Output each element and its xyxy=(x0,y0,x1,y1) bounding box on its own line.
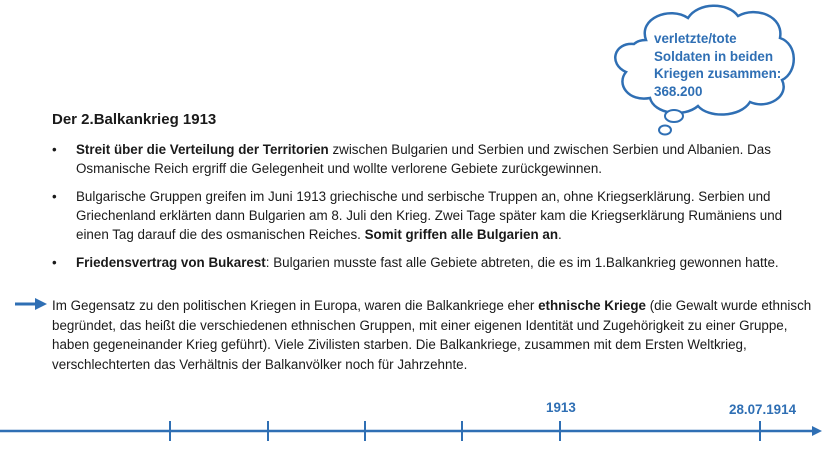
bullet-text: Bulgarische Gruppen greifen im Juni 1913 griechische und serbische Truppen an, ohne Kriegserklärung. Serbien und Griechenland erklärten dann Bulgarien am 8. Juli den Krieg. Zwei Tage später kam die Kriegserklärung Rumäniens und einen Tag darauf die des osmanischen Reiches. xyxy=(76,189,783,242)
paragraph-bold-text: ethnische Kriege xyxy=(538,298,646,313)
bullet-dot-icon: • xyxy=(52,142,57,157)
bullet-item xyxy=(52,187,812,244)
cloud-line: verletzte/tote xyxy=(654,31,737,46)
bullet-list xyxy=(52,140,812,281)
bullet-text: : Bulgarien musste fast alle Gebiete abtreten, die es im 1.Balkankrieg gewonnen hatte. xyxy=(265,255,779,270)
timeline-label-1913: 1913 xyxy=(546,400,576,415)
bullet-bold-text: Streit über die Verteilung der Territorien xyxy=(76,142,329,157)
bullet-text-end: . xyxy=(558,227,562,242)
bullet-text: zwischen Bulgarien und Serbien und zwischen Serbien und Albanien. Das Osmanische Reich ergriff die Gelegenheit und wollte verlorene Gebiete zurückgewinnen. xyxy=(76,142,771,176)
slide-title: Der 2.Balkankrieg 1913 xyxy=(52,111,217,128)
bullet-item xyxy=(52,253,812,272)
paragraph-text: Im Gegensatz zu den politischen Kriegen in Europa, waren die Balkankriege eher xyxy=(52,298,539,313)
right-arrow-icon xyxy=(15,297,47,311)
bullet-item xyxy=(52,140,812,178)
cloud-line: Soldaten in beiden xyxy=(654,48,774,64)
conclusion-paragraph xyxy=(52,296,820,374)
bullet-dot-icon: • xyxy=(52,255,57,270)
timeline-arrowhead-icon xyxy=(812,426,822,436)
cloud-line: 368.200 xyxy=(654,83,703,99)
timeline-label-1914: 28.07.1914 xyxy=(729,402,797,417)
bullet-dot-icon: • xyxy=(52,189,57,204)
timeline xyxy=(0,395,828,466)
paragraph-text: (die Gewalt wurde ethnisch begründet, das heißt die verschiedenen ethnischen Gruppen, mit einer eigenen Identität und Zugehörigkeit zu einer Gruppe, haben gegeneinander Krieg geführt). Viele Zivilisten starben. Die Balkankriege, zusammen mit dem Ersten Weltkrieg, verschlechterten das Verhältnis der Balkanvölker noch für Jahrzehnte. xyxy=(52,298,812,372)
bullet-bold-text: Friedensvertrag von Bukarest xyxy=(76,255,266,270)
bullet-bold-text: Somit griffen alle Bulgarien an xyxy=(364,227,559,242)
thought-cloud-text xyxy=(654,30,794,100)
cloud-line: Kriegen zusammen: xyxy=(654,66,782,81)
